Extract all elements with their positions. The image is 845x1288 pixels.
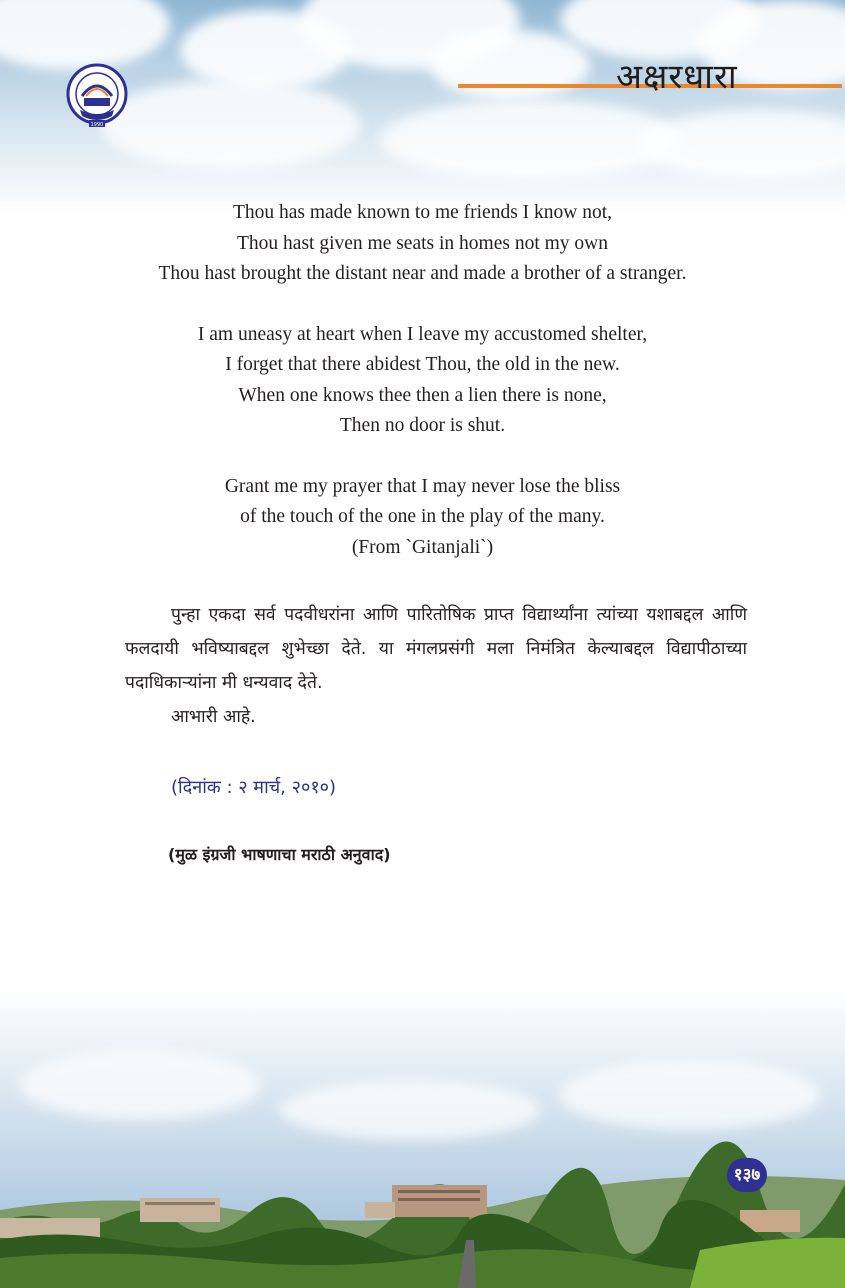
campus-landscape (0, 1140, 845, 1288)
poem-stanza (60, 198, 785, 290)
translation-note: (मुळ इंग्रजी भाषणाचा मराठी अनुवाद) (168, 845, 391, 864)
marathi-paragraph: पुन्हा एकदा सर्व पदवीधरांना आणि पारितोषिक प्राप्त विद्यार्थ्यांना त्यांच्या यशाबद्दल आणि फलदायी भविष्याबद्दल शुभेच्छा देते. या मंगलप्रसंगी मला निमंत्रित केल्याबद्दल विद्यापीठाच्या पदाधिकाऱ्यांना मी धन्यवाद देते. (125, 605, 747, 693)
speech-date: (दिनांक : २ मार्च, २०१०) (171, 777, 337, 798)
university-logo (62, 62, 132, 132)
marathi-thanks: आभारी आहे. (171, 707, 256, 727)
svg-text:1990: 1990 (90, 122, 104, 128)
poem-line: Thou has made known to me friends I know not, (232, 202, 613, 223)
poem-line: Then no door is shut. (339, 415, 506, 436)
poem-line: Thou hast given me seats in homes not my own (237, 232, 608, 254)
poem-line: I am uneasy at heart when I leave my accustomed shelter, (197, 323, 648, 345)
header-title: अक्षरधारा (616, 57, 738, 97)
poem-stanza (60, 472, 785, 564)
page-number-badge: १३७ (727, 1158, 767, 1192)
poem-line: of the touch of the one in the play of the many. (240, 506, 605, 527)
poem (60, 198, 785, 593)
poem-line: Thou hast brought the distant near and made a brother of a stranger. (158, 263, 687, 284)
marathi-section (125, 598, 747, 734)
poem-line: When one knows thee then a lien there is none, (238, 384, 607, 406)
poem-source: (From `Gitanjali`) (351, 536, 494, 558)
poem-line: I forget that there abidest Thou, the old in the new. (225, 354, 620, 375)
poem-stanza (60, 320, 785, 442)
poem-line: Grant me my prayer that I may never lose the bliss (224, 475, 621, 497)
